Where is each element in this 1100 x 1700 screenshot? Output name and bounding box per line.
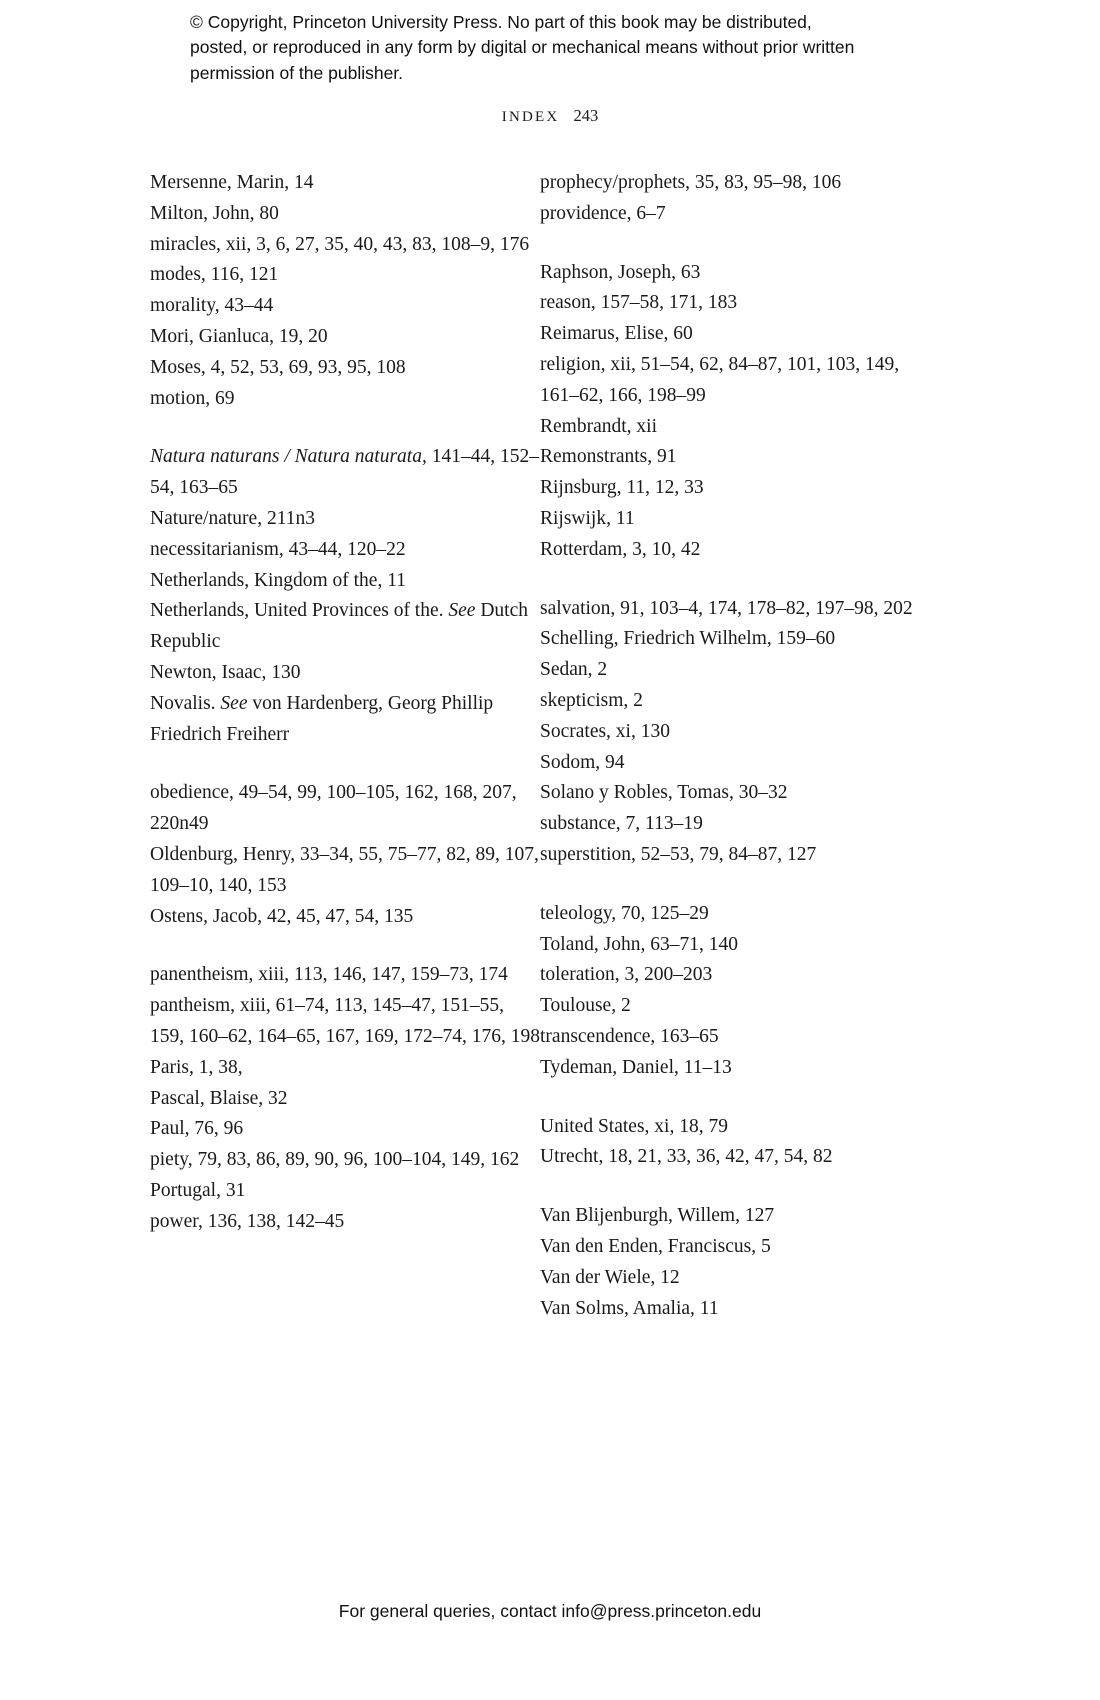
index-entry-text: Van Blijenburgh, Willem, 127 [540, 1205, 775, 1227]
index-entry [150, 566, 540, 597]
index-entry [540, 809, 930, 840]
index-entry [540, 473, 930, 504]
index-entry-text: Ostens, Jacob, 42, 45, 47, 54, 135 [150, 905, 414, 927]
entry-group-gap [150, 750, 540, 778]
index-entry-text: United States, xi, 18, 79 [540, 1115, 728, 1137]
index-entry-text: necessitarianism, 43–44, 120–22 [150, 538, 406, 560]
index-entry-text: Oldenburg, Henry, 33–34, 55, 75–77, 82, 89, 107, 109–10, 140, 153 [150, 843, 539, 896]
entry-group-gap [540, 230, 930, 258]
index-entry [150, 1084, 540, 1115]
index-entry [540, 1022, 930, 1053]
index-entry-text: toleration, 3, 200–203 [540, 964, 713, 986]
index-entry [150, 1176, 540, 1207]
index-entry-text: Tydeman, Daniel, 11–13 [540, 1056, 732, 1078]
index-entry [540, 686, 930, 717]
index-entry-text: panentheism, xiii, 113, 146, 147, 159–73, 174 [150, 964, 508, 986]
index-entry-text: substance, 7, 113–19 [540, 813, 703, 835]
index-entry-text: miracles, xii, 3, 6, 27, 35, 40, 43, 83, 108–9, 176 [150, 233, 530, 255]
footer-queries-note: For general queries, contact info@press.princeton.edu [338, 1601, 762, 1621]
index-entry [540, 442, 930, 473]
index-entry-text: Rembrandt, xii [540, 415, 657, 437]
index-entry [540, 199, 930, 230]
index-entry [150, 535, 540, 566]
index-column-left [150, 168, 540, 1324]
index-entry [150, 322, 540, 353]
index-entry [150, 991, 540, 1053]
index-entry-text: Raphson, Joseph, 63 [540, 261, 701, 283]
index-entry [150, 353, 540, 384]
index-entry [540, 840, 930, 871]
index-entry-text: piety, 79, 83, 86, 89, 90, 96, 100–104, 149, 162 [150, 1149, 520, 1171]
index-entry-text: Novalis. See von Hardenberg, Georg Phillip Friedrich Freiherr [150, 692, 494, 745]
index-entry-text: Netherlands, Kingdom of the, 11 [150, 569, 406, 591]
page-number: 243 [573, 106, 599, 125]
index-entry-text: Paris, 1, 38, [150, 1056, 243, 1078]
index-entry [150, 1207, 540, 1238]
index-entry-text: superstition, 52–53, 79, 84–87, 127 [540, 843, 817, 865]
running-head [0, 106, 1100, 126]
index-entry [150, 840, 540, 902]
index-entry [540, 504, 930, 535]
index-entry-text: Natura naturans / Natura naturata, 141–44, 152–54, 163–65 [150, 446, 539, 499]
index-entry [150, 596, 540, 658]
index-entry [540, 1232, 930, 1263]
index-entry-text: transcendence, 163–65 [540, 1025, 719, 1047]
index-entry [540, 1053, 930, 1084]
index-entry [540, 594, 930, 625]
index-column-right [540, 168, 930, 1324]
entry-group-gap [150, 932, 540, 960]
copyright-notice: © Copyright, Princeton University Press. No part of this book may be distributed, posted, or reproduced in any form by digital or mechanical means without prior written permission of the publisher. [190, 12, 855, 83]
index-entry [540, 258, 930, 289]
index-entry [540, 1294, 930, 1325]
index-entry [540, 991, 930, 1022]
index-entry-text: Remonstrants, 91 [540, 446, 677, 468]
index-entry-text: pantheism, xiii, 61–74, 113, 145–47, 151–55, 159, 160–62, 164–65, 167, 169, 172–74, 176, 198 [150, 995, 540, 1047]
entry-group-gap [540, 566, 930, 594]
index-entry [540, 1201, 930, 1232]
index-entry [150, 1114, 540, 1145]
index-entry-text: Rotterdam, 3, 10, 42 [540, 538, 701, 560]
index-entry-text: Socrates, xi, 130 [540, 720, 670, 742]
index-entry [540, 624, 930, 655]
index-entry [540, 899, 930, 930]
index-entry [540, 1263, 930, 1294]
index-entry [540, 960, 930, 991]
index-entry-text: Van den Enden, Franciscus, 5 [540, 1235, 771, 1257]
index-entry [150, 199, 540, 230]
index-entry [150, 1145, 540, 1176]
index-entry-text: power, 136, 138, 142–45 [150, 1210, 345, 1232]
index-entry [150, 1053, 540, 1084]
index-entry-text: Toulouse, 2 [540, 995, 631, 1017]
index-entry-text: Toland, John, 63–71, 140 [540, 933, 738, 955]
index-entry [150, 260, 540, 291]
index-entry-text: obedience, 49–54, 99, 100–105, 162, 168, 207, 220n49 [150, 782, 517, 835]
index-entry [540, 319, 930, 350]
index-entry-text: providence, 6–7 [540, 202, 666, 224]
index-entry [540, 288, 930, 319]
index-entry [150, 658, 540, 689]
index-entry-text: teleology, 70, 125–29 [540, 902, 709, 924]
index-entry [540, 655, 930, 686]
running-head-label: INDEX [501, 109, 560, 125]
index-entry-text: Milton, John, 80 [150, 202, 279, 224]
index-entry-text: Solano y Robles, Tomas, 30–32 [540, 782, 788, 804]
index-entry-text: skepticism, 2 [540, 689, 643, 711]
entry-group-gap [150, 414, 540, 442]
index-entry-text: Paul, 76, 96 [150, 1118, 244, 1140]
index-entry-text: Schelling, Friedrich Wilhelm, 159–60 [540, 628, 836, 650]
index-entry-text: Nature/nature, 211n3 [150, 507, 315, 529]
entry-group-gap [540, 1084, 930, 1112]
index-entry-text: motion, 69 [150, 387, 235, 409]
index-entry [150, 168, 540, 199]
index-entry [540, 1142, 930, 1173]
index-entry-text: Sodom, 94 [540, 751, 625, 773]
index-entry-text: reason, 157–58, 171, 183 [540, 292, 738, 314]
index-entry [540, 535, 930, 566]
entry-group-gap [540, 871, 930, 899]
index-entry-text: morality, 43–44 [150, 295, 274, 317]
index-entry [150, 504, 540, 535]
index-entry-text: Rijswijk, 11 [540, 507, 635, 529]
index-entry-text: religion, xii, 51–54, 62, 84–87, 101, 103, 149, 161–62, 166, 198–99 [540, 353, 900, 406]
index-entry [540, 778, 930, 809]
index-entry-text: Van der Wiele, 12 [540, 1266, 680, 1288]
index-entry [150, 291, 540, 322]
index-entry-text: prophecy/prophets, 35, 83, 95–98, 106 [540, 172, 842, 193]
index-entry-text: Netherlands, United Provinces of the. See Dutch Republic [150, 600, 528, 653]
index-entry [150, 689, 540, 751]
index-entry [150, 384, 540, 415]
index-entry [540, 1112, 930, 1143]
index-entry [540, 412, 930, 443]
index-entry-text: Portugal, 31 [150, 1179, 246, 1201]
index-entry [540, 748, 930, 779]
index-entry-text: Newton, Isaac, 130 [150, 661, 301, 683]
index-entry [150, 778, 540, 840]
index-entry [150, 902, 540, 933]
index-entry-text: Rijnsburg, 11, 12, 33 [540, 477, 704, 499]
index-entry-text: Mersenne, Marin, 14 [150, 172, 314, 193]
index-entry-text: Reimarus, Elise, 60 [540, 323, 693, 345]
index-entry-text: modes, 116, 121 [150, 264, 279, 286]
index-entry-text: salvation, 91, 103–4, 174, 178–82, 197–98, 202 [540, 597, 913, 619]
index-body [0, 168, 1100, 1324]
index-entry-text: Van Solms, Amalia, 11 [540, 1297, 719, 1319]
index-entry-text: Mori, Gianluca, 19, 20 [150, 325, 328, 347]
index-entry-text: Sedan, 2 [540, 659, 608, 681]
index-entry [540, 350, 930, 412]
index-entry [150, 960, 540, 991]
index-entry-text: Utrecht, 18, 21, 33, 36, 42, 47, 54, 82 [540, 1146, 833, 1168]
index-entry-text: Moses, 4, 52, 53, 69, 93, 95, 108 [150, 356, 406, 378]
index-entry [540, 168, 930, 199]
index-entry-text: Pascal, Blaise, 32 [150, 1087, 288, 1109]
entry-group-gap [540, 1173, 930, 1201]
index-entry [540, 717, 930, 748]
index-entry [150, 230, 540, 261]
index-entry [540, 930, 930, 961]
index-entry [150, 442, 540, 504]
